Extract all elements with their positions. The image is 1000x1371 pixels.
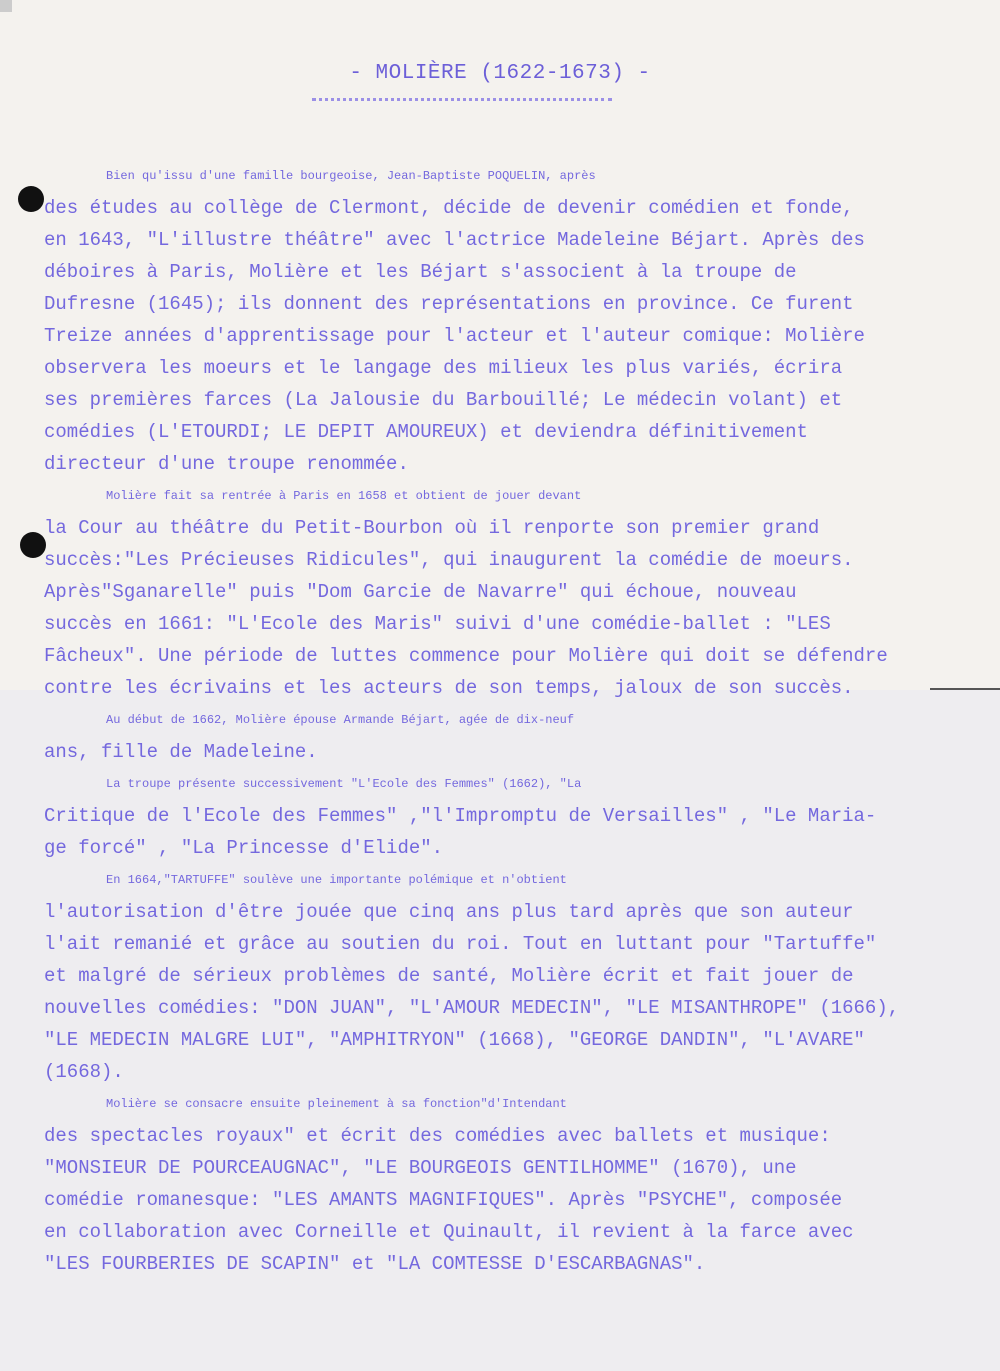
text-line: observera les moeurs et le langage des milieux les plus variés, écrira	[44, 357, 843, 379]
text-line: des spectacles royaux" et écrit des comédies avec ballets et musique:	[44, 1125, 831, 1147]
text-line: l'ait remanié et grâce au soutien du roi. Tout en luttant pour "Tartuffe"	[44, 933, 877, 955]
document-body	[44, 160, 974, 1280]
text-line: et malgré de sérieux problèmes de santé, Molière écrit et fait jouer de	[44, 965, 854, 987]
text-line: Molière se consacre ensuite pleinement à sa fonction"d'Intendant	[106, 1097, 567, 1111]
text-line: En 1664,"TARTUFFE" soulève une importante polémique et n'obtient	[106, 873, 567, 887]
text-line: La troupe présente successivement "L'Ecole des Femmes" (1662), "La	[106, 777, 582, 791]
text-line: (1668).	[44, 1061, 124, 1083]
document-title: - MOLIÈRE (1622-1673) -	[349, 62, 651, 85]
text-line: succès:"Les Précieuses Ridicules", qui inaugurent la comédie de moeurs.	[44, 549, 854, 571]
text-line: Au début de 1662, Molière épouse Armande Béjart, agée de dix-neuf	[106, 713, 575, 727]
text-line: en collaboration avec Corneille et Quinault, il revient à la farce avec	[44, 1221, 854, 1243]
text-line: Dufresne (1645); ils donnent des représentations en province. Ce furent	[44, 293, 854, 315]
text-line: nouvelles comédies: "DON JUAN", "L'AMOUR MEDECIN", "LE MISANTHROPE" (1666),	[44, 997, 900, 1019]
text-line: comédie romanesque: "LES AMANTS MAGNIFIQUES". Après "PSYCHE", composée	[44, 1189, 843, 1211]
text-line: directeur d'une troupe renommée.	[44, 453, 409, 475]
text-line: "MONSIEUR DE POURCEAUGNAC", "LE BOURGEOIS GENTILHOMME" (1670), une	[44, 1157, 797, 1179]
text-line: en 1643, "L'illustre théâtre" avec l'actrice Madeleine Béjart. Après des	[44, 229, 865, 251]
text-line: succès en 1661: "L'Ecole des Maris" suivi d'une comédie-ballet : "LES	[44, 613, 831, 635]
text-line: Molière fait sa rentrée à Paris en 1658 et obtient de jouer devant	[106, 489, 582, 503]
text-line: Fâcheux". Une période de luttes commence pour Molière qui doit se défendre	[44, 645, 888, 667]
text-line: des études au collège de Clermont, décide de devenir comédien et fonde,	[44, 197, 854, 219]
text-line: contre les écrivains et les acteurs de son temps, jaloux de son succès.	[44, 677, 854, 699]
text-line: Treize années d'apprentissage pour l'acteur et l'auteur comique: Molière	[44, 325, 865, 347]
text-line: comédies (L'ETOURDI; LE DEPIT AMOUREUX) et deviendra définitivement	[44, 421, 808, 443]
text-line: "LE MEDECIN MALGRE LUI", "AMPHITRYON" (1668), "GEORGE DANDIN", "L'AVARE"	[44, 1029, 865, 1051]
text-line: ge forcé" , "La Princesse d'Elide".	[44, 837, 444, 859]
text-line: la Cour au théâtre du Petit-Bourbon où il renporte son premier grand	[44, 517, 820, 539]
corner-mark	[0, 0, 12, 12]
text-line: ses premières farces (La Jalousie du Barbouillé; Le médecin volant) et	[44, 389, 843, 411]
text-line: déboires à Paris, Molière et les Béjart s'associent à la troupe de	[44, 261, 797, 283]
text-line: ans, fille de Madeleine.	[44, 741, 318, 763]
text-line: Bien qu'issu d'une famille bourgeoise, Jean-Baptiste POQUELIN, après	[106, 169, 596, 183]
text-line: Critique de l'Ecole des Femmes" ,"l'Impromptu de Versailles" , "Le Maria-	[44, 805, 877, 827]
text-line: Après"Sganarelle" puis "Dom Garcie de Navarre" qui échoue, nouveau	[44, 581, 797, 603]
text-line: l'autorisation d'être jouée que cinq ans plus tard après que son auteur	[44, 901, 854, 923]
punch-hole-top	[18, 186, 44, 212]
punch-hole-bottom	[20, 532, 46, 558]
title-dotted-rule	[312, 98, 612, 101]
text-line: "LES FOURBERIES DE SCAPIN" et "LA COMTESSE D'ESCARBAGNAS".	[44, 1253, 706, 1275]
